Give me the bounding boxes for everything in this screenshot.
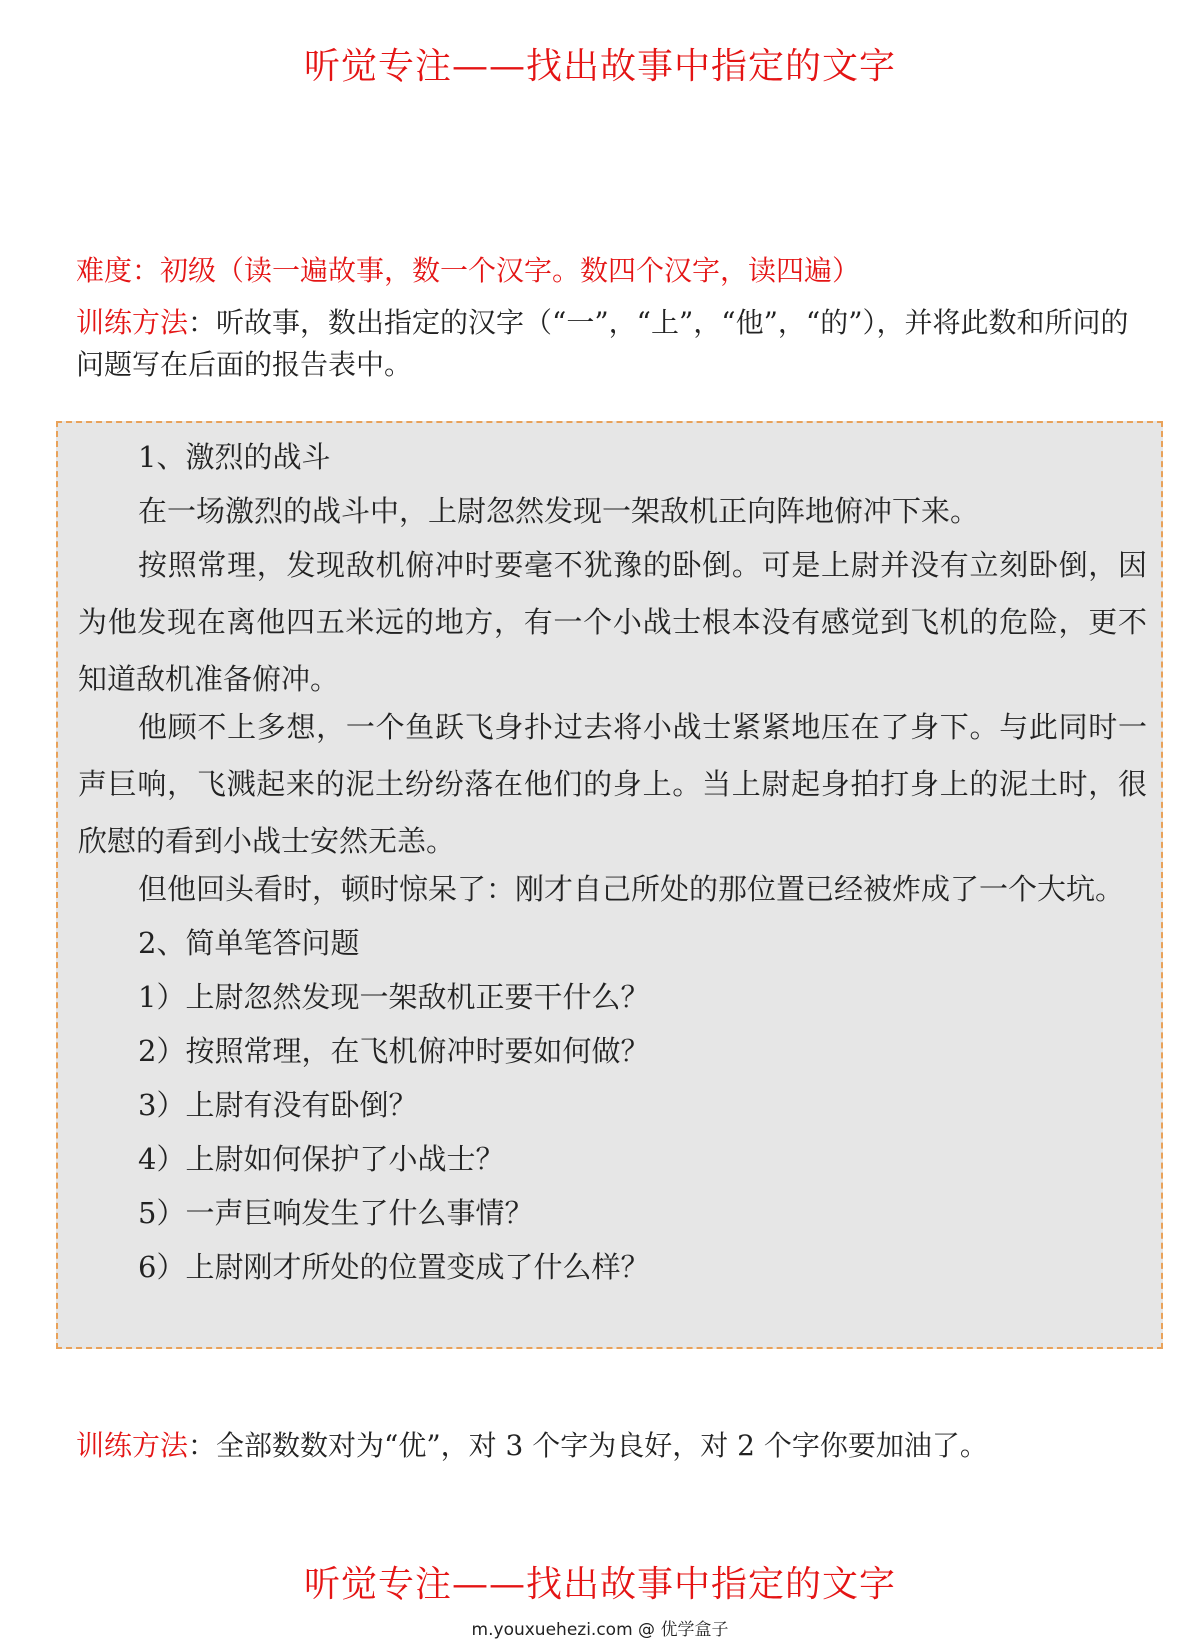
training-method-text: ：听故事，数出指定的汉字（“一”，“上”，“他”，“的”），并将此数和所问的问题写在后面的报告表中。 <box>76 306 1129 381</box>
question-item: 1）上尉忽然发现一架敌机正要干什么？ <box>138 980 650 1014</box>
question-item: 4）上尉如何保护了小战士？ <box>138 1142 505 1176</box>
page-title: 听觉专注——找出故事中指定的文字 <box>303 46 896 87</box>
story-heading: 1、激烈的战斗 <box>138 440 331 474</box>
question-item: 3）上尉有没有卧倒？ <box>138 1088 418 1122</box>
scoring-method-label: 训练方法 <box>76 1429 189 1462</box>
question-item: 2）按照常理，在飞机俯冲时要如何做？ <box>138 1034 650 1068</box>
training-method <box>76 302 1140 386</box>
scoring-method-text: ：全部数数对为“优”，对 3 个字为良好，对 2 个字你要加油了。 <box>188 1429 988 1462</box>
footer-title: 听觉专注——找出故事中指定的文字 <box>303 1564 896 1605</box>
question-item: 6）上尉刚才所处的位置变成了什么样？ <box>138 1250 650 1284</box>
questions-heading: 2、简单笔答问题 <box>138 926 360 960</box>
story-paragraph: 他顾不上多想，一个鱼跃飞身扑过去将小战士紧紧地压在了身下。与此同时一声巨响，飞溅起来的泥土纷纷落在他们的身上。当上尉起身拍打身上的泥土时，很欣慰的看到小战士安然无恙。 <box>78 710 1147 858</box>
scoring-method <box>76 1425 1140 1467</box>
story-paragraph: 在一场激烈的战斗中，上尉忽然发现一架敌机正向阵地俯冲下来。 <box>138 494 980 528</box>
footer-credit: m.youxuehezi.com @ 优学盒子 <box>471 1620 729 1640</box>
story-box <box>56 421 1163 1349</box>
question-item: 5）一声巨响发生了什么事情？ <box>138 1196 534 1230</box>
training-method-label: 训练方法 <box>76 306 189 339</box>
story-paragraph: 按照常理，发现敌机俯冲时要毫不犹豫的卧倒。可是上尉并没有立刻卧倒，因为他发现在离他四五米远的地方，有一个小战士根本没有感觉到飞机的危险，更不知道敌机准备俯冲。 <box>78 548 1147 696</box>
story-paragraph: 但他回头看时，顿时惊呆了：刚才自己所处的那位置已经被炸成了一个大坑。 <box>138 872 1125 906</box>
difficulty-line: 难度：初级（读一遍故事，数一个汉字。数四个汉字，读四遍） <box>76 254 861 287</box>
